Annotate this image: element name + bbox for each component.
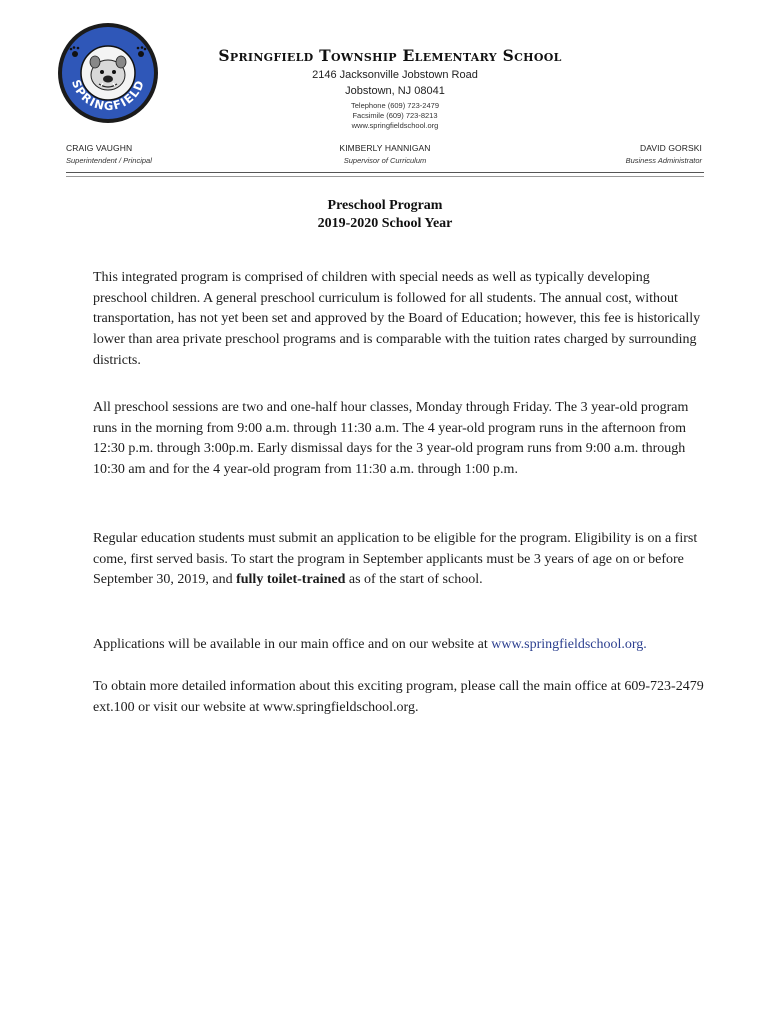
seal-text: SPRINGFIELD xyxy=(68,77,148,114)
applications-text: Applications will be available in our main office and on our website at xyxy=(93,637,492,652)
paragraph-program-overview: This integrated program is comprised of children with special needs as well as typically developing preschool children. A general preschool curriculum is followed for all students. The annual cost, without transportation, has not yet been set and approved by the Board of Education; however, this fee is historically lower than area private preschool programs and is comparable with the tuition rates charged by surrounding districts. xyxy=(93,270,701,368)
eligibility-text: Regular education students must submit an application to be eligible for the program. Eligibility is on a first come, first served basis. To start the program in September applicants must be 3 years of age on or before September 30, 2019, and xyxy=(93,531,698,588)
school-name: Springfield Township Elementary School xyxy=(218,46,562,65)
header-divider-secondary xyxy=(66,176,704,177)
facsimile: Facsimile (609) 723-8213 xyxy=(352,111,438,120)
telephone: Telephone (609) 723-2479 xyxy=(351,101,439,110)
address-line-1: 2146 Jacksonville Jobstown Road xyxy=(312,69,478,81)
header-divider xyxy=(66,172,704,173)
staff-title: Business Administrator xyxy=(625,156,702,165)
paragraph-session-schedule: All preschool sessions are two and one-half hour classes, Monday through Friday. The 3 year-old program runs in the morning from 9:00 a.m. through 11:30 a.m. The 4 year-old program runs in the afternoon from 12:30 p.m. through 3:00p.m. Early dismissal days for the 3 year-old program runs from 9:00 a.m. through 10:30 am and for the 4 year-old program from 11:30 a.m. through 1:00 p.m. xyxy=(93,400,689,478)
paragraph-contact-info: To obtain more detailed information about this exciting program, please call the main office at 609-723-2479 ext.100 or visit our website at www.springfieldschool.org. xyxy=(93,679,704,715)
document-subtitle: 2019-2020 School Year xyxy=(317,216,453,231)
document-title: Preschool Program xyxy=(327,198,443,213)
staff-business-admin xyxy=(626,143,702,165)
paragraph-applications xyxy=(93,635,705,656)
staff-name: KIMBERLY HANNIGAN xyxy=(339,143,431,153)
toilet-trained-emphasis: fully toilet-trained xyxy=(236,572,346,588)
staff-name: CRAIG VAUGHN xyxy=(66,143,133,153)
school-seal-logo xyxy=(57,22,159,124)
staff-title: Supervisor of Curriculum xyxy=(343,156,427,165)
staff-supervisor xyxy=(285,143,485,165)
website-header: www.springfieldschool.org xyxy=(351,121,439,130)
eligibility-text-end: as of the start of school. xyxy=(345,572,483,588)
staff-superintendent xyxy=(66,143,152,165)
staff-title: Superintendent / Principal xyxy=(66,156,152,165)
paragraph-eligibility xyxy=(93,529,705,591)
address-line-2: Jobstown, NJ 08041 xyxy=(345,85,445,97)
staff-name: DAVID GORSKI xyxy=(640,143,702,153)
website-link[interactable]: www.springfieldschool.org. xyxy=(491,637,647,652)
